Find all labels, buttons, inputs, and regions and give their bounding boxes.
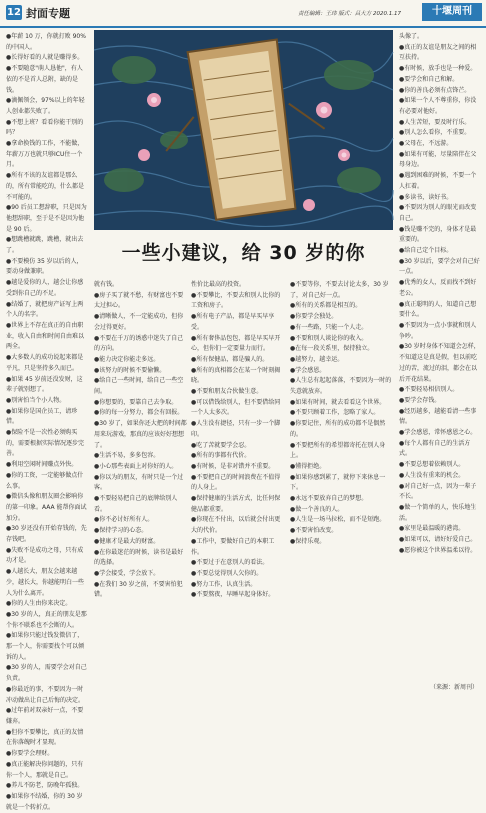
paragraph: ●失败不是成功之母，只有成功才是。: [6, 546, 84, 565]
paragraph: ●你要学会独处。: [290, 313, 338, 321]
paragraph: ●不要等你，不要去讨论太多，30 岁了，对自己好一点。: [290, 281, 389, 299]
paragraph: ●给自己一些时间，给自己一些空间。: [94, 377, 184, 396]
cover-illustration: [94, 30, 393, 230]
edition-meta: 责任编辑：王玮 版式：吕大方 2020.1.17: [298, 11, 401, 17]
paragraph: ●别害怕当个小人物。: [6, 396, 66, 404]
paragraph: ●人生总有起起落落，不要因为一时的失意就放弃。: [290, 377, 392, 396]
paragraph: ●保持健康的生活方式，比任何保健品都重要。: [191, 495, 281, 513]
paragraph: ●永远不要放弃自己的梦想。: [290, 495, 368, 503]
paragraph: ●做一个简单的人，快乐地生活。: [399, 503, 477, 522]
paragraph: ●不要总想着依赖别人。: [399, 461, 465, 469]
paragraph: ●但你不要攀比，真正的友情在你落魄时才显现。: [6, 728, 84, 747]
paragraph: ●每个人都有自己的生活方式。: [399, 439, 471, 458]
paragraph: ●愿你被这个世界温柔以待。: [399, 546, 477, 554]
paragraph: ●如果可以，请好好爱自己。: [399, 536, 477, 544]
paragraph: ●年薪 10 万，你就打败 90%的中国人。: [6, 33, 86, 51]
paragraph: ●所有不该的友谊都是那么的，所有常能吃的，什么都是不可能的。: [6, 172, 85, 201]
paragraph: ●不要在千万的诱惑中迷失了自己的方向。: [94, 334, 184, 353]
paragraph: ●你的人生由你来决定。: [6, 600, 72, 608]
paragraph: ●清晰做人，不一定能成功，但你会过得更好。: [94, 313, 184, 331]
text-column-5: [399, 32, 481, 652]
paragraph: ●不要和朋友合伙做生意。: [191, 388, 263, 396]
paragraph: ●你要记住，所有的成功都不是偶然的。: [290, 420, 386, 438]
paragraph: ●遇到困难的时候，不要一个人扛着。: [399, 172, 477, 190]
paragraph: ●人生是一场马拉松，而不是短跑。: [290, 516, 386, 524]
paragraph: 头像了。: [399, 33, 424, 40]
paragraph: ●大多数人的成功说起来都是平凡，只是坚持多久而已。: [6, 354, 84, 372]
paragraph: ●拿命换钱的工作，不能做，年薪万万也就只够ICU住一个月。: [6, 140, 84, 169]
paragraph: ●你的善良必须有点锋芒。: [399, 86, 471, 94]
paragraph: ●利用空闲时间赚点外快。: [6, 461, 78, 469]
paragraph: ●你不必讨好所有人。: [94, 516, 154, 524]
paragraph: ●给自己定个目标。: [399, 247, 453, 255]
paragraph: ●不要把自己的时间浪费在不值得的人身上。: [191, 473, 281, 492]
text-column-4: [290, 280, 393, 680]
paragraph: ●在你最迷茫的时候，读书是最好的选择。: [94, 548, 184, 567]
paragraph: ●想跳槽就跳，跳槽，就出去了。: [6, 236, 84, 255]
paragraph: ●有时候，是非对错并不重要。: [191, 462, 275, 470]
paragraph: ●不要轻易相信别人。: [399, 386, 459, 394]
paragraph: ●结婚了，就把房产证写上两个人的名字。: [6, 300, 84, 319]
section-title: 封面专题: [26, 7, 70, 20]
paragraph: ●你要学会理财。: [6, 750, 54, 758]
paragraph: ●人生没有捷径，只有一步一个脚印。: [191, 420, 281, 438]
paragraph: ●能力决定你能走多远。: [94, 355, 160, 363]
paragraph: ●90 后员工想辞职，只是因为他想辞职，至于是不是因为他是 90 后。: [6, 204, 87, 233]
paragraph: ●30 岁了，如果你还大把的时间都用来玩游戏，那真的应该好好想想了。: [94, 420, 187, 449]
paragraph: ●不要把所有的希望都寄托在别人身上。: [290, 441, 386, 460]
paragraph: ●真正能解决你问题的，只有你一个人，那就是自己。: [6, 760, 84, 779]
paragraph: ●有时候，放手也是一种爱。: [399, 65, 477, 73]
paragraph: ●小心那些表面上对你好的人。: [94, 462, 178, 470]
paragraph: ●所有奢侈品包包，都是早买早开心，但你们一定要量力而行。: [191, 334, 281, 353]
paragraph: ●学会感恩，常怀感恩之心。: [399, 429, 477, 437]
paragraph: ●30 岁还没有开始存钱的，先存钱吧。: [6, 525, 87, 544]
paragraph: ●如果一个人不尊重你，你没有必要对他好。: [399, 97, 477, 115]
paragraph: 就有钱。: [94, 281, 119, 288]
paragraph: ●有一些路，只能一个人走。: [290, 323, 368, 331]
paragraph: ●所有电子产品，都是早买早享受。: [191, 313, 275, 331]
paragraph: ●保持学习的心态。: [94, 527, 148, 535]
text-column-1: [6, 32, 88, 811]
paragraph: ●要学会和自己和解。: [399, 75, 459, 83]
paragraph: ●人越长大，朋友会越来越少，越长大，你越能明白一些人为什么离开。: [6, 568, 85, 597]
paragraph: ●不要随意"萌人恳他"，有人依的不是首人总附，缺的是钱。: [6, 65, 83, 94]
paragraph: ●人生苦短，要及时行乐。: [399, 118, 471, 126]
paragraph: ●你现在不付出，以后就会付出更大的代价。: [191, 516, 281, 535]
paragraph: ●不要因为一点小事就和别人争吵。: [399, 321, 477, 340]
paragraph: ●房子买了就不愁，有财富也不要太过担心。: [94, 291, 184, 310]
paragraph: ●不要和别人谈论你的收入。: [290, 334, 368, 342]
paragraph: ●越努力，越幸运。: [290, 355, 344, 363]
page-header: [0, 0, 486, 28]
paragraph: ●所有的真相都会在某一个时刻揭晓。: [191, 366, 281, 385]
paragraph: ●人生没有重来的机会。: [399, 471, 465, 479]
paragraph: ●在我们 30 岁之前，不要害怕犯错。: [94, 580, 183, 599]
paragraph: ●你以为的朋友，有时只是一个过客。: [94, 473, 184, 492]
paragraph: ●家里是最温暖的港湾。: [399, 525, 465, 533]
paragraph: ●你想要的，要靠自己去争取。: [94, 398, 178, 406]
boat-lotus-illustration: [94, 30, 393, 230]
paragraph: ●长得好看的人就是赚得多。: [6, 54, 84, 62]
paragraph: ●你的每一分努力，都会有回报。: [94, 409, 184, 417]
paragraph: ●父母在，不远游。: [399, 140, 453, 148]
paragraph: ●不要只顾着工作，忽略了家人。: [290, 409, 380, 417]
paragraph: ●保险不是一次性必须购买的，需要根据实际情况逐步完善。: [6, 429, 85, 458]
paragraph: ●生活不易，多多包容。: [94, 452, 160, 460]
paragraph: ●不要总觉得别人欠你的。: [191, 569, 263, 577]
paragraph: ●真正的友谊是朋友之间的相互扶持。: [399, 43, 477, 62]
paragraph: ●不要攀比，不要去和别人比你的工资和房子。: [191, 291, 281, 310]
paragraph: ●经历越多，越能看清一些事情。: [399, 407, 477, 426]
page-number: 12: [7, 7, 21, 18]
paragraph: ●钱是赚不完的，身体才是最重要的。: [399, 225, 477, 244]
paragraph: ●所有保健品，都是骗人的。: [191, 355, 269, 363]
paragraph: ●不要过于在意别人的看法。: [191, 559, 269, 567]
paragraph: ●保持乐观。: [290, 537, 326, 545]
paragraph: ●如果有时间，就去看看这个世界。: [290, 398, 386, 406]
paragraph: ●微信头像和朋友圈会影响你的第一印象。AAA 能帮你面试加分。: [6, 493, 87, 522]
paragraph: ●30 岁的人，真正的朋友是那个你不联系也不会断的人。: [6, 610, 87, 629]
paragraph: ●30 岁时身体不知道会怎样，不知道这是真是假，但以前吃过的苦，流过的泪，都会在以后开花结果。: [399, 343, 480, 383]
paragraph: ●如果你只能过钱发微信了，那一个人，你需要找个可以倾诉的人。: [6, 632, 85, 661]
paragraph: ●如果 45 岁前还没发财，这辈子就别想了。: [6, 375, 83, 394]
paragraph: ●不要轻易把自己的底牌给别人看。: [94, 495, 178, 513]
paragraph: ●如果有可能，尽量陪伴在父母身边。: [399, 150, 477, 169]
text-column-3: [191, 280, 286, 680]
paragraph: ●你最近的事，不要因为一时冲动做出让自己后悔的决定。: [6, 685, 85, 704]
paragraph: ●多读书，读好书。: [399, 193, 453, 201]
paragraph: ●该努力的时候不要偷懒。: [94, 366, 166, 374]
paragraph: ●你的工资，一定能够做点什么事。: [6, 471, 84, 490]
newspaper-brand: 十堰周刊: [422, 3, 482, 21]
paragraph: ●滴佩领会，97%以上的年轻人创业都失败了。: [6, 97, 85, 115]
paragraph: ●如果你感到累了，就停下来休息一下。: [290, 473, 386, 492]
paragraph: ●懂得拒绝。: [290, 462, 326, 470]
paragraph: ●30 岁以后，要学会对自己好一点。: [399, 257, 480, 276]
paragraph: ●别人怎么看你，不重要。: [399, 129, 471, 137]
paragraph: ●30 岁的人，需要学会对自己负责。: [6, 664, 87, 683]
paragraph: ●越是爱你的人，越会让你感受到你自己的不足。: [6, 279, 84, 297]
paragraph: ●努力工作，认真生活。: [191, 580, 257, 588]
text-column-2: [94, 280, 187, 680]
paragraph: ●要学会存钱。: [399, 396, 441, 404]
paragraph: ●养儿不防老，防晚年孤独。: [6, 782, 84, 790]
paragraph: ●做一个善良的人。: [290, 505, 344, 513]
paragraph: ●不要因为别人的眼光而改变自己。: [399, 204, 477, 222]
paragraph: ●所有的关系都是相互的。: [290, 302, 362, 310]
paragraph: ●真正聪明的人，知道自己想要什么。: [399, 300, 477, 319]
paragraph: ●学会接受，学会放下。: [94, 569, 160, 577]
paragraph: 性价比最高的投资。: [191, 281, 246, 288]
paragraph: ●如果你不结婚，你的 30 岁就是一个转折点。: [6, 792, 83, 811]
paragraph: ●不要模仿 35 岁以后的人，要动身做兼职。: [6, 257, 83, 276]
paragraph: ●学会感恩。: [290, 366, 326, 374]
paragraph: ●健康才是最大的财富。: [94, 537, 160, 545]
paragraph: ●如果你是国企员工，请珍惜。: [6, 407, 78, 426]
article-headline: 一些小建议，给 30 岁的你: [121, 242, 366, 264]
paragraph: ●优秀的女人，反而找不到好老公。: [399, 279, 477, 297]
paragraph: ●可以借钱给别人，但不要借给同一个人太多次。: [191, 398, 281, 417]
article-source: （来源：新周刊）: [429, 684, 478, 691]
paragraph: ●吃了苦就要学会忍。: [191, 441, 251, 449]
paragraph: ●不要熬夜，早睡早起身体好。: [191, 591, 275, 599]
paragraph: ●不想上班？看看你能干别的吗？: [6, 118, 84, 137]
paragraph: ●对自己好一点，因为一辈子不长。: [399, 482, 477, 501]
paragraph: ●过年前对双亲好一点，不要嫌弃。: [6, 707, 84, 725]
paragraph: ●在每一段关系里，保持独立。: [290, 345, 374, 353]
paragraph: ●世界上不存在真正的自由职业，收入自由和时间自由难以两全。: [6, 321, 85, 351]
paragraph: ●不要害怕改变。: [290, 527, 338, 535]
paragraph: ●工作中，要做好自己的本职工作。: [191, 537, 275, 556]
paragraph: ●所有的事都有代价。: [191, 452, 251, 460]
